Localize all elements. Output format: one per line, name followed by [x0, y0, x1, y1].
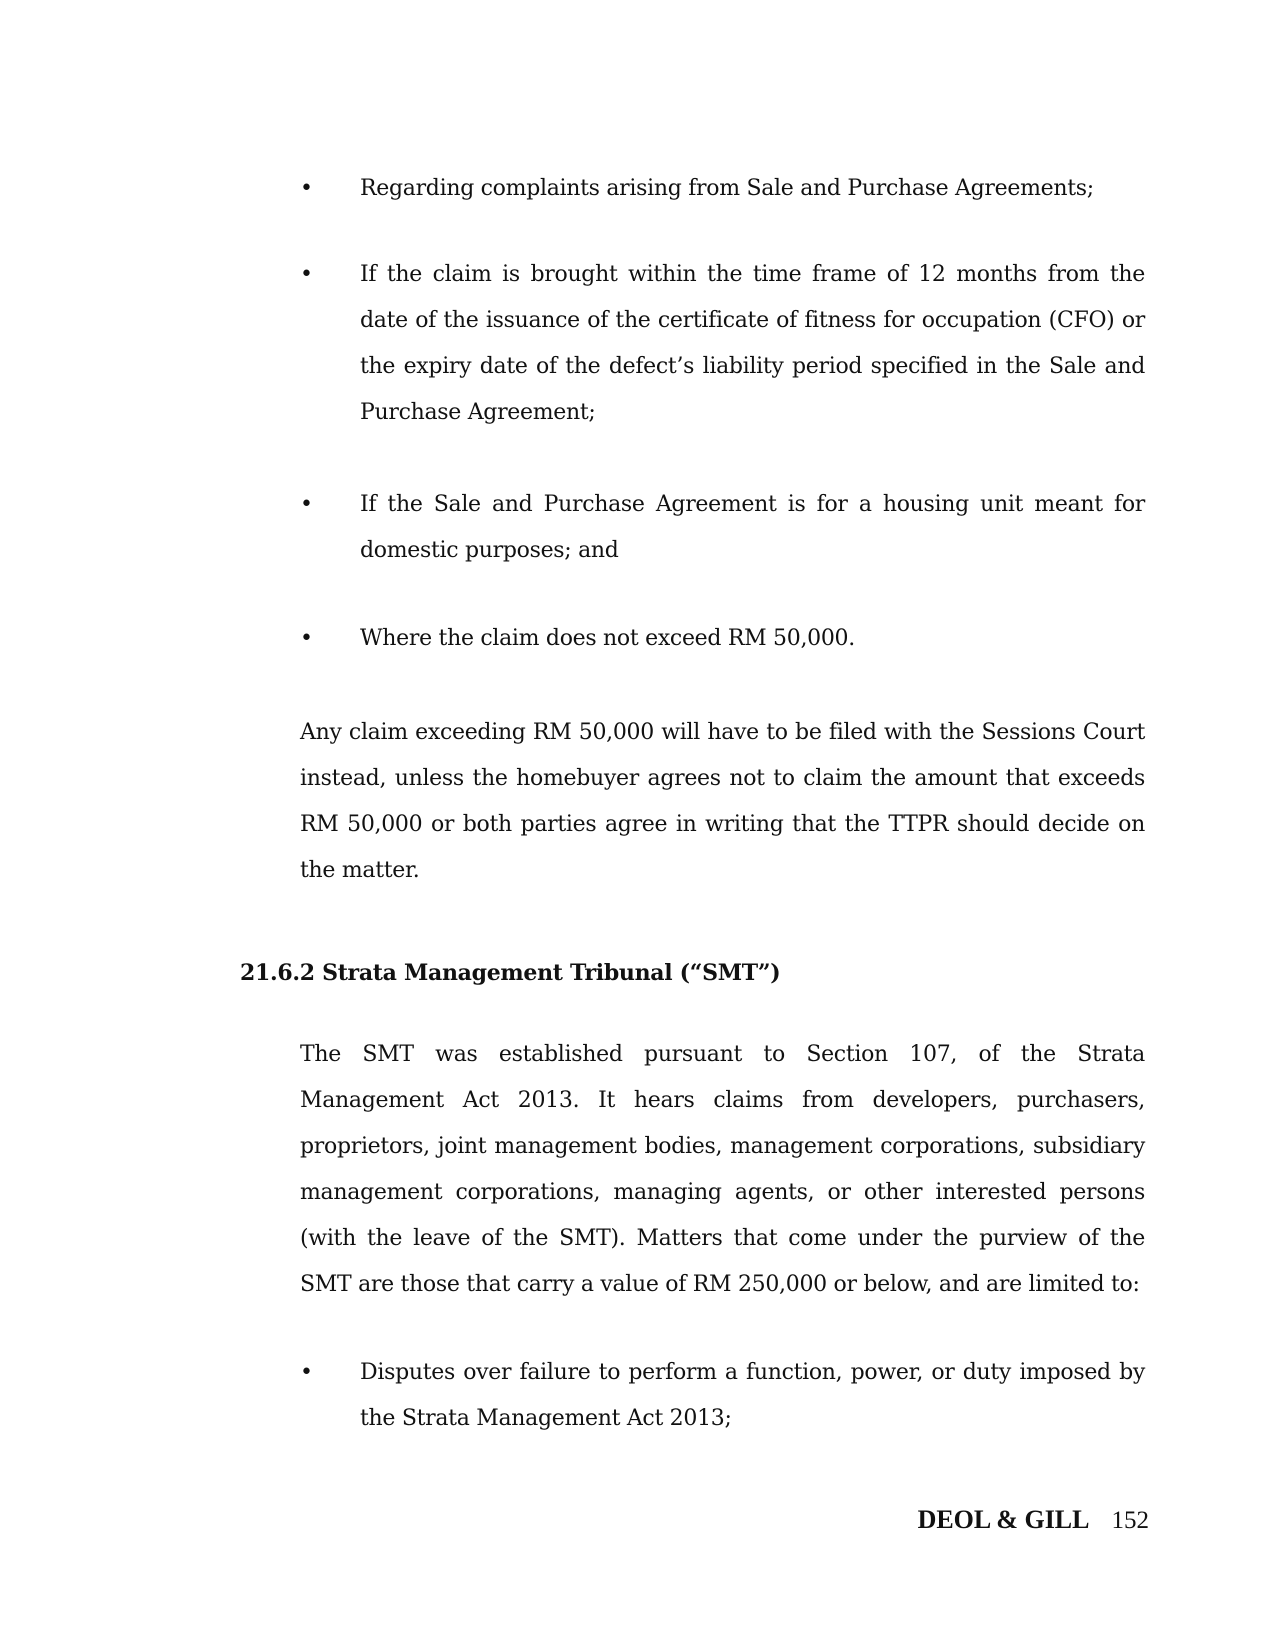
paragraph-smt: The SMT was established pursuant to Section 107, of the Strata Management Act 2013. It hears claims from developers, purchasers, proprietors, joint management bodies, management corporations, subsidiary management corporations, managing agents, or other interested persons (with the leave of the SMT). Matters that come under the purview of the SMT are those that carry a value of RM 250,000 or below, and are limited to:: [300, 1042, 1145, 1297]
page-footer: [918, 1502, 1149, 1539]
bullet-text: Disputes over failure to perform a function, power, or duty imposed by the Strata Management Act 2013;: [360, 1360, 1145, 1431]
section-heading: 21.6.2 Strata Management Tribunal (“SMT”): [240, 960, 781, 986]
bullet-text: Regarding complaints arising from Sale and Purchase Agreements;: [360, 176, 1094, 201]
bullet-icon: •: [300, 262, 313, 287]
bullet-text: Where the claim does not exceed RM 50,000.: [360, 626, 855, 651]
bullet-icon: •: [300, 1360, 313, 1385]
bullet-icon: •: [300, 492, 313, 517]
bullet-icon: •: [300, 176, 313, 201]
paragraph-claim-limit: Any claim exceeding RM 50,000 will have to be filed with the Sessions Court instead, unless the homebuyer agrees not to claim the amount that exceeds RM 50,000 or both parties agree in writing that the TTPR should decide on the matter.: [300, 720, 1145, 883]
firm-name: DEOL & GILL: [917, 1505, 1090, 1534]
page-number: 152: [1111, 1507, 1149, 1534]
bullet-text: If the Sale and Purchase Agreement is for a housing unit meant for domestic purposes; and: [360, 492, 1145, 563]
bullet-icon: •: [300, 626, 313, 651]
bullet-text: If the claim is brought within the time frame of 12 months from the date of the issuance of the certificate of fitness for occupation (CFO) or the expiry date of the defect’s liability period specified in the Sale and Purchase Agreement;: [360, 262, 1145, 425]
